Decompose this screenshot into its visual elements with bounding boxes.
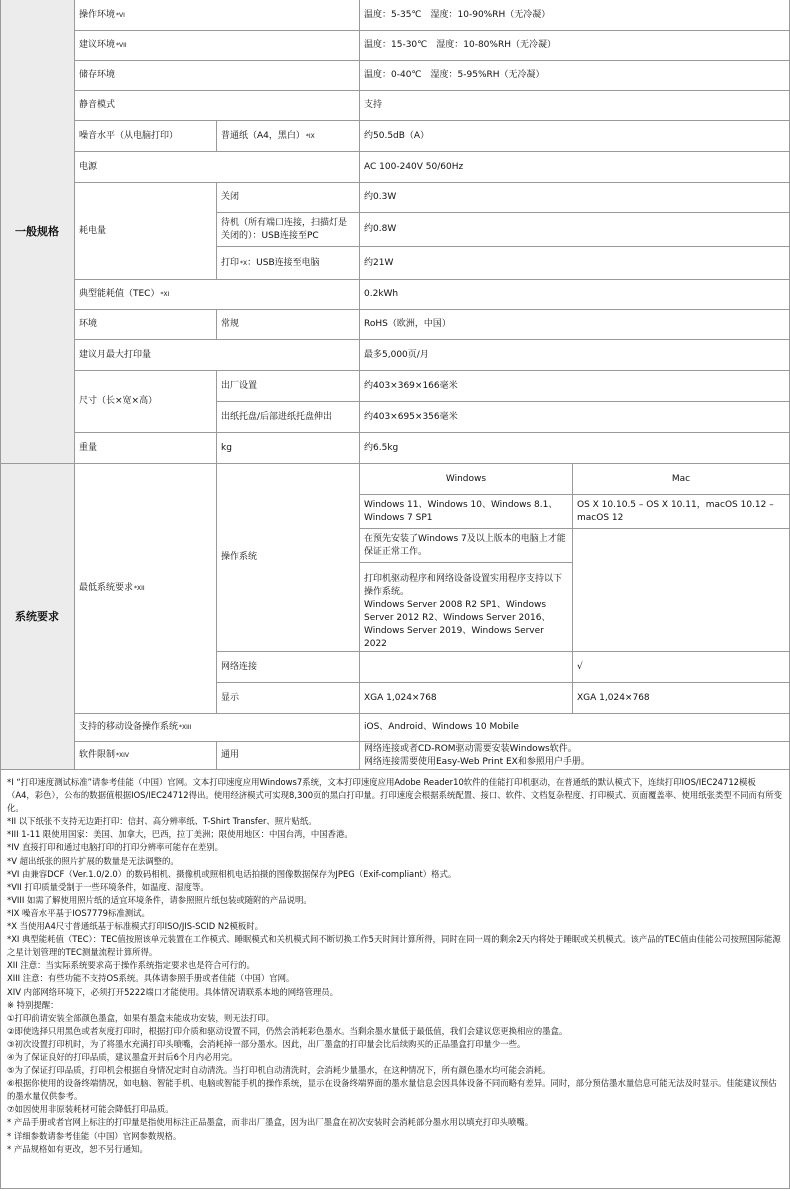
- footnote: *V 超出纸张的照片扩展的数量是无法调整的。: [7, 855, 179, 866]
- weight-value: 约6.5kg: [364, 442, 399, 453]
- row-environment-sub: [217, 310, 360, 340]
- footnote: *III 1-11 限使用国家：美国、加拿大，巴西，拉丁美洲；限使用地区：中国台湾，中国香港。: [7, 829, 353, 840]
- footnote: *XI 典型能耗值（TEC）：TEC值按照该单元装置在工作模式、睡眠模式和关机模式间不断切换工作5天时间计算所得，同时在同一周的剩余2天内将处于睡眠或关机模式。该产品的TEC值由佳能公司按照国际能源之星计划管理的TEC测量流程计算所得。: [7, 934, 781, 958]
- footnote: ②即使选择只用黑色或者灰度打印时，根据打印介质和驱动设置不同，仍然会消耗彩色墨水。当剩余墨水量低于最低值，我们会建议您更换相应的墨盒。: [7, 1025, 568, 1036]
- footnote: ⑤为了保证打印品质，打印机会根据自身情况定时自动清洗。当打印机自动清洗时，会消耗少量墨水，在这种情况下，所有颜色墨水均可能会消耗。: [7, 1065, 551, 1076]
- row-power-consumption-label: [75, 183, 217, 280]
- row-weight-sub: [217, 433, 360, 464]
- network-mac-cell: [573, 652, 790, 683]
- footnote: *VII 打印质量受制于一些环境条件，如温度、湿度等。: [7, 881, 209, 892]
- row-weight-value: [360, 433, 790, 464]
- power-standby-label-cell: [217, 213, 360, 247]
- row-duty-cycle-value: [360, 340, 790, 371]
- category-general-label: 一般规格: [15, 225, 59, 238]
- row-power-supply-label: [75, 152, 360, 183]
- windows-versions: Windows 11、Windows 10、Windows 8.1、Windows 7 SP1: [364, 499, 558, 523]
- footnote: * 产品手册或者官网上标注的打印量是指使用标注正品墨盒，而非出厂墨盒，因为出厂墨盒在初次安装时会消耗部分墨水用以填充打印头喷嘴。: [7, 1117, 534, 1128]
- quiet-mode-value: 支持: [364, 100, 383, 110]
- footnote: ④为了保证良好的打印品质，建议墨盒开封后6个月内必用完。: [7, 1051, 238, 1062]
- storage-env-value: 温度：0-40℃ 湿度：5-95%RH（无冷凝）: [364, 70, 545, 80]
- tec-label: 典型能耗值（TEC）: [79, 289, 160, 299]
- dimensions-factory-label-cell: [217, 371, 360, 402]
- software-mark: *XIV: [116, 752, 129, 759]
- quiet-mode-label: 静音模式: [79, 100, 116, 110]
- min-requirements-cell: [75, 464, 217, 714]
- row-operating-env-label: [75, 0, 360, 31]
- noise-label: 噪音水平（从电脑打印）: [79, 130, 179, 141]
- row-recommended-env-value: [360, 31, 790, 61]
- operating-env-mark: *VI: [116, 11, 125, 19]
- mac-empty-cell: [573, 529, 790, 652]
- mobile-os-value-cell: [360, 714, 790, 742]
- windows-header: Windows: [445, 473, 487, 484]
- power-print-label-suffix: ：USB连接至电脑: [247, 257, 320, 268]
- recommended-env-mark: *VII: [116, 42, 127, 49]
- power-off-label-cell: [217, 183, 360, 213]
- row-storage-env-value: [360, 61, 790, 91]
- operating-env-value: 温度：5-35℃ 湿度：10-90%RH（无冷凝）: [364, 9, 551, 20]
- power-supply-label: 电源: [79, 161, 98, 172]
- footnote: ⑦如因使用非原装耗材可能会降低打印品质。: [7, 1104, 174, 1115]
- windows-note-cell: [360, 529, 573, 563]
- row-quiet-mode-label: [75, 91, 360, 121]
- row-environment-value: [360, 310, 790, 340]
- row-storage-env-label: [75, 61, 360, 91]
- row-weight-label: [75, 433, 217, 464]
- footnote: * 产品规格如有更改，恕不另行通知。: [7, 1143, 148, 1154]
- os-label-cell: [217, 464, 360, 652]
- footnote: *II 以下纸张不支持无边距打印：信封、高分辨率纸、T-Shirt Transfer、照片贴纸。: [7, 816, 317, 827]
- server-support-cell: [360, 563, 573, 652]
- network-windows-cell: [360, 652, 573, 683]
- os-label: 操作系统: [221, 552, 258, 562]
- footnote: ⑥根据你使用的设备终端情况，如电脑、智能手机、电脑或智能手机的操作系统，显示在设备终端界面的墨水量信息会因具体设备不同而略有差异。同时，部分预估墨水量信息可能无法及时显示。佳能建议预估的墨水量仅供参考。: [7, 1078, 777, 1102]
- row-recommended-env-label: [75, 31, 360, 61]
- power-print-label-cell: [217, 247, 360, 280]
- footnote: *IV 直接打印和通过电脑打印的打印分辨率可能存在差别。: [7, 842, 224, 853]
- environment-label: 环境: [79, 319, 98, 329]
- noise-value: 约50.5dB（A）: [364, 130, 430, 141]
- mac-versions-cell: [573, 495, 790, 529]
- footnote: *X 当使用A4尺寸普通纸基于标准模式打印ISO/JIS-SCID N2模板时。: [7, 921, 263, 932]
- software-sub: 通用: [221, 750, 240, 760]
- tec-mark: *XI: [160, 291, 170, 298]
- software-label: 软件限制: [79, 750, 116, 760]
- footnote: XIII 注意：有些功能不支持OS系统。具体请参照手册或者佳能（中国）官网。: [7, 973, 295, 984]
- dimensions-factory-label: 出厂设置: [221, 380, 258, 391]
- row-quiet-mode-value: [360, 91, 790, 121]
- mac-header-cell: [573, 464, 790, 495]
- display-label: 显示: [221, 692, 240, 703]
- mobile-os-label: 支持的移动设备操作系统: [79, 722, 179, 732]
- windows-note: 在预先安装了Windows 7及以上版本的电脑上才能保证正常工作。: [364, 533, 566, 557]
- footnote: XIV 内部网络环境下，必须打开5222端口才能使用。具体情况请联系本地的网络管理员。: [7, 986, 339, 997]
- min-requirements-mark: *XII: [134, 585, 145, 592]
- environment-value: RoHS（欧洲，中国）: [364, 319, 451, 329]
- noise-sub: 普通纸（A4，黑白）: [221, 130, 305, 141]
- software-value-2: 网络连接需要使用Easy-Web Print EX和参照用户手册。: [364, 756, 590, 767]
- footnote: ③初次设置打印机时，为了将墨水充满打印头喷嘴，会消耗掉一部分墨水。因此，出厂墨盒的打印量会比后续购买的正品墨盒打印量少一些。: [7, 1038, 526, 1049]
- row-dimensions-label: [75, 371, 217, 433]
- footnote: *IX 噪音水平基于IOS7779标准测试。: [7, 907, 150, 918]
- footnote: XII 注意：当实际系统要求高于操作系统指定要求也是符合可行的。: [7, 960, 255, 971]
- display-label-cell: [217, 683, 360, 714]
- dimensions-extended-value-cell: [360, 402, 790, 433]
- power-standby-value-cell: [360, 213, 790, 247]
- weight-label: 重量: [79, 442, 98, 453]
- weight-sub: kg: [221, 442, 232, 453]
- dimensions-extended-value: 约403×695×356毫米: [364, 411, 458, 422]
- mobile-os-value: iOS、Android、Windows 10 Mobile: [364, 722, 519, 732]
- footnote: *VI 由兼容DCF（Ver.1.0/2.0）的数码相机、摄像机或照相机电话拍摄的图像数据保存为JPEG（Exif-compliant）格式。: [7, 868, 457, 879]
- power-standby-value: 约0.8W: [364, 224, 397, 234]
- network-mac-value: √: [577, 661, 583, 672]
- row-noise-label: [75, 121, 217, 152]
- dimensions-extended-label-cell: [217, 402, 360, 433]
- operating-env-label: 操作环境: [79, 9, 116, 20]
- display-windows-value: XGA 1,024×768: [364, 692, 437, 703]
- mobile-os-mark: *XIII: [179, 724, 192, 731]
- row-noise-sub: [217, 121, 360, 152]
- footnote: *VIII 如需了解使用照片纸的适宜环境条件，请参照照片纸包装或随附的产品说明。: [7, 894, 312, 905]
- row-noise-value: [360, 121, 790, 152]
- min-requirements-label: 最低系统要求: [79, 583, 134, 593]
- footnote: * 详细参数请参考佳能（中国）官网参数规格。: [7, 1130, 182, 1141]
- power-off-value-cell: [360, 183, 790, 213]
- power-off-label: 关闭: [221, 192, 240, 202]
- display-windows-cell: [360, 683, 573, 714]
- windows-header-cell: [360, 464, 573, 495]
- power-supply-value: AC 100-240V 50/60Hz: [364, 161, 464, 172]
- row-tec-label: [75, 280, 360, 310]
- category-general: [0, 0, 75, 464]
- footnote: ①打印前请安装全部颜色墨盒，如果有墨盒未能成功安装，则无法打印。: [7, 1012, 275, 1023]
- row-tec-value: [360, 280, 790, 310]
- server-versions: Windows Server 2008 R2 SP1、Windows Server 2012 R2、Windows Server 2016、Windows Server 2019、Windows Server 2022: [364, 600, 551, 649]
- row-power-supply-value: [360, 152, 790, 183]
- noise-mark: *IX: [305, 132, 315, 140]
- power-consumption-label: 耗电量: [79, 225, 107, 236]
- category-system-label: 系统要求: [15, 610, 59, 623]
- mac-header: Mac: [671, 473, 691, 484]
- power-off-value: 约0.3W: [364, 192, 397, 202]
- dimensions-factory-value: 约403×369×166毫米: [364, 380, 458, 391]
- mobile-os-label-cell: [75, 714, 360, 742]
- network-label: 网络连接: [221, 661, 258, 672]
- server-note: 打印机驱动程序和网络设备设置实用程序支持以下操作系统。: [364, 574, 563, 597]
- row-operating-env-value: [360, 0, 790, 31]
- software-value-1: 网络连接或者CD-ROM驱动需要安装Windows软件。: [364, 743, 577, 754]
- display-mac-value: XGA 1,024×768: [577, 692, 650, 703]
- power-print-value-cell: [360, 247, 790, 280]
- software-value-cell: [360, 742, 790, 770]
- power-print-value: 约21W: [364, 257, 394, 268]
- footnote: ※ 特别提醒：: [7, 999, 59, 1010]
- power-print-mark: *X: [240, 259, 248, 267]
- dimensions-extended-label: 出纸托盘/后部进纸托盘伸出: [221, 411, 333, 422]
- mac-versions: OS X 10.10.5 – OS X 10.11，macOS 10.12 – macOS 12: [577, 499, 774, 523]
- duty-cycle-label: 建议月最大打印量: [79, 349, 152, 360]
- row-duty-cycle-label: [75, 340, 360, 371]
- power-print-label: 打印: [221, 257, 240, 268]
- tec-value: 0.2kWh: [364, 289, 399, 299]
- row-environment-label: [75, 310, 217, 340]
- duty-cycle-value: 最多5,000页/月: [364, 349, 429, 360]
- dimensions-factory-value-cell: [360, 371, 790, 402]
- environment-sub: 常规: [221, 319, 240, 329]
- software-label-cell: [75, 742, 217, 770]
- windows-versions-cell: [360, 495, 573, 529]
- storage-env-label: 储存环境: [79, 70, 116, 80]
- recommended-env-value: 温度：15-30℃ 湿度：10-80%RH（无冷凝）: [364, 40, 556, 50]
- power-standby-label: 待机（所有端口连接，扫描灯是关闭的）：USB连接至PC: [221, 217, 348, 241]
- software-sub-cell: [217, 742, 360, 770]
- footnotes: [0, 770, 790, 1189]
- dimensions-label: 尺寸（长×宽×高）: [79, 396, 158, 406]
- footnote: *Ⅰ “打印速度测试标准”请参考佳能（中国）官网。文本打印速度应用Windows7系统，文本打印速度应用Adobe Reader10软件的佳能打印机驱动，在普通纸的默认模式下，连续打印IOS/IEC24712模板（A4，彩色），公布的数据值根据IOS/IEC24712得出。使用经济模式可实现8,300页的黑白打印量。打印速度会根据系统配置、接口、软件、文档复杂程度、打印模式、页面覆盖率、使用纸张类型不同而有所变化。: [7, 777, 783, 814]
- network-label-cell: [217, 652, 360, 683]
- display-mac-cell: [573, 683, 790, 714]
- recommended-env-label: 建议环境: [79, 40, 116, 50]
- category-system: [0, 464, 75, 770]
